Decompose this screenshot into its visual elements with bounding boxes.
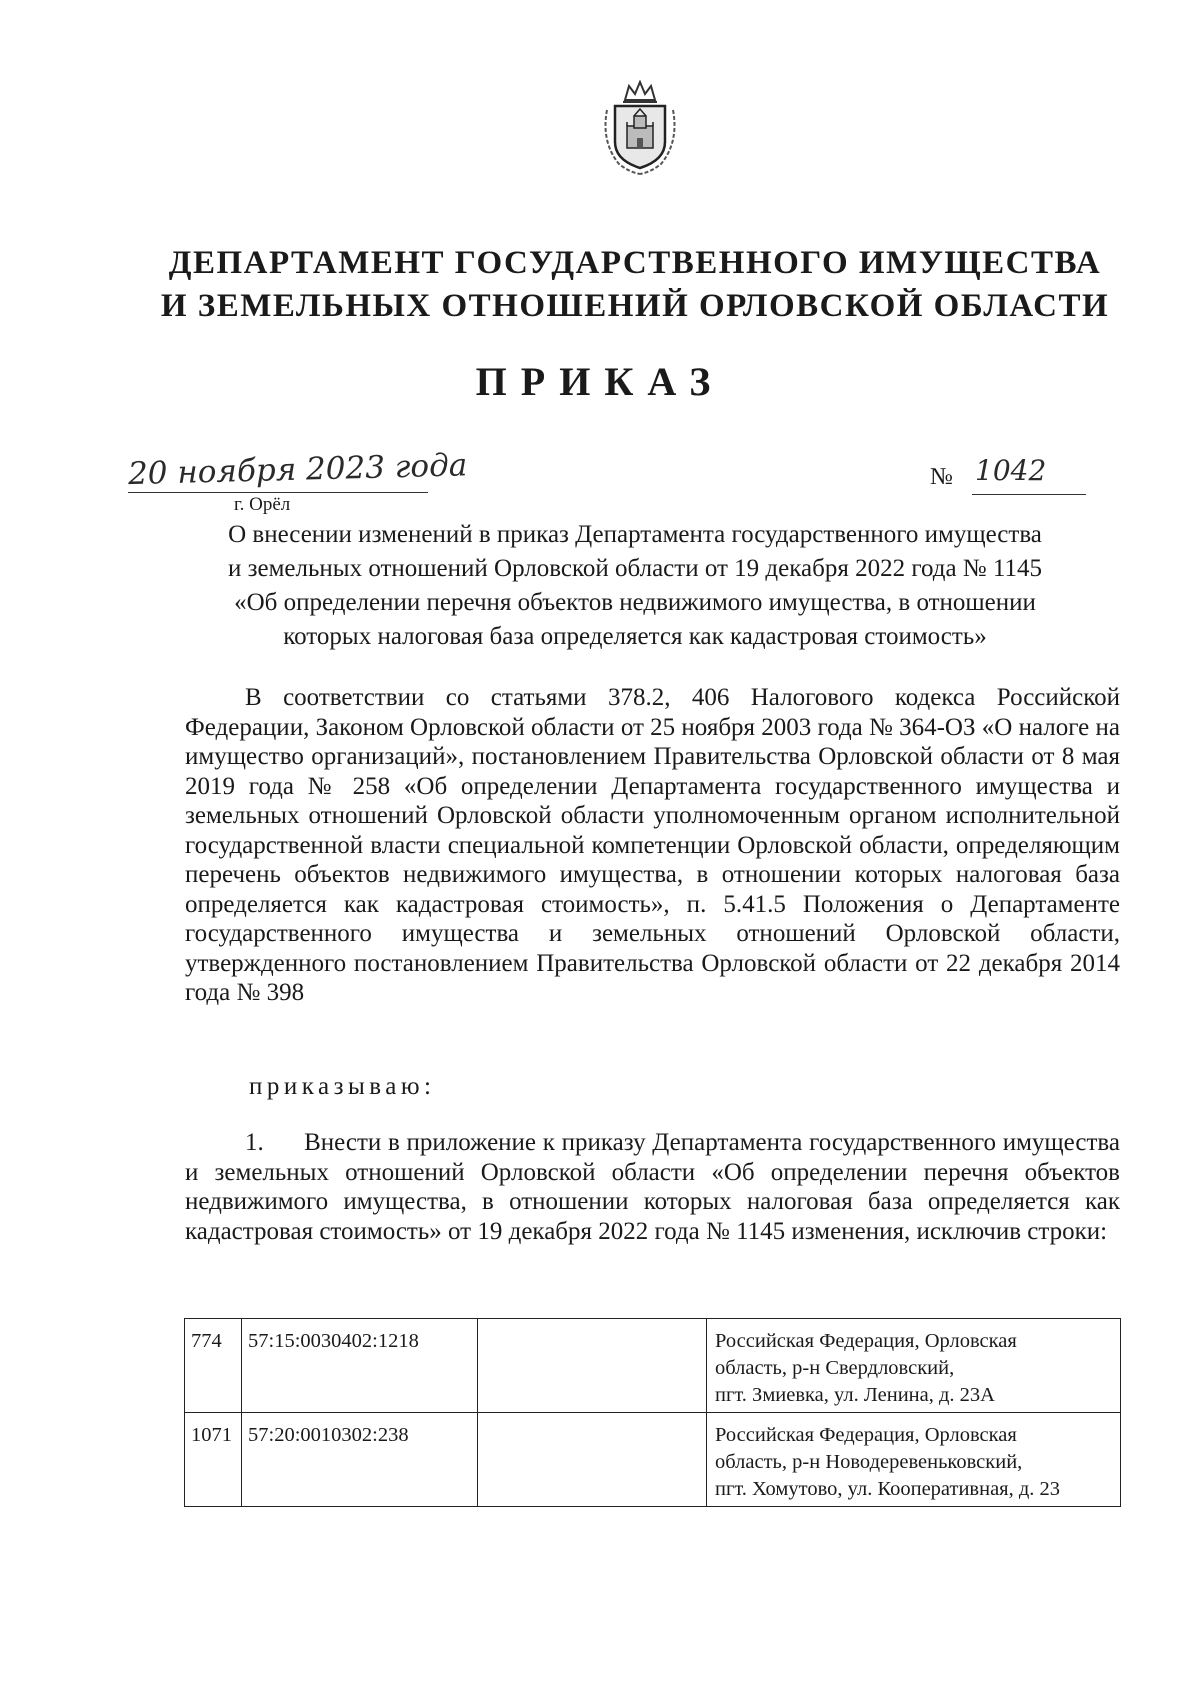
item-1-paragraph: 1. Внести в приложение к приказу Департамента государственного имущества и земельных отношений Орловской области «Об определении перечня объектов недвижимого имущества, в отношении которых налоговая база определяется как кадастровая стоимость» от 19 декабря 2022 года № 1145 изменения, исключив строки: <box>185 1129 1127 1245</box>
document-type-heading: ПРИКАЗ <box>475 359 725 404</box>
department-title-line-2: И ЗЕМЕЛЬНЫХ ОТНОШЕНИЙ ОРЛОВСКОЙ ОБЛАСТИ <box>160 288 1110 324</box>
orel-oblast-coat-of-arms-icon <box>599 80 681 176</box>
subject-line-3: «Об определении перечня объектов недвижимого имущества, в отношении <box>234 589 1036 616</box>
order-number-label: № <box>930 464 953 490</box>
table-row <box>185 1413 1121 1507</box>
address-line: область, р-н Свердловский, <box>715 1357 955 1379</box>
address-cell <box>707 1413 1121 1507</box>
subject-line-1: О внесении изменений в приказ Департамента государственного имущества <box>228 521 1042 548</box>
address-line: пгт. Хомутово, ул. Кооперативная, д. 23 <box>715 1478 1061 1500</box>
handwritten-order-number: 1042 <box>975 454 1047 487</box>
row-number-cell: 1071 <box>185 1413 242 1507</box>
cadastral-number-cell: 57:20:0010302:238 <box>242 1413 478 1507</box>
cadastral-number-cell: 57:15:0030402:1218 <box>242 1319 478 1413</box>
row-number-cell: 774 <box>185 1319 242 1413</box>
department-title <box>150 242 1120 328</box>
address-line: область, р-н Новодеревеньковский, <box>715 1451 1023 1473</box>
table-row <box>185 1319 1121 1413</box>
city-label: г. Орёл <box>234 494 291 515</box>
empty-cell <box>478 1319 707 1413</box>
order-number-underline <box>972 494 1086 495</box>
address-line: Российская Федерация, Орловская <box>715 1330 1017 1352</box>
excluded-rows-table <box>184 1318 1121 1507</box>
preamble-paragraph: В соответствии со статьями 378.2, 406 Налогового кодекса Российской Федерации, Законом Орловской области от 25 ноября 2003 года № 364-ОЗ «О налоге на имущество организаций», постановлением Правительства Орловской области от 8 мая 2019 года № 258 «Об определении Департамента государственного имущества и земельных отношений Орловской области уполномоченным органом исполнительной государственной власти специальной компетенции Орловской области, определяющим перечень объектов недвижимого имущества, в отношении которых налоговая база определяется как кадастровая стоимость», п. 5.41.5 Положения о Департаменте государственного имущества и земельных отношений Орловской области, утвержденного постановлением Правительства Орловской области от 22 декабря 2014 года № 398 <box>185 684 1120 1006</box>
date-underline <box>128 492 428 493</box>
subject-line-2: и земельных отношений Орловской области от 19 декабря 2022 года № 1145 <box>228 555 1042 582</box>
handwritten-date: 20 ноября 2023 года <box>127 447 468 493</box>
department-title-line-1: ДЕПАРТАМЕНТ ГОСУДАРСТВЕННОГО ИМУЩЕСТВА <box>168 245 1102 281</box>
address-line: пгт. Змиевка, ул. Ленина, д. 23А <box>715 1384 995 1406</box>
order-subject <box>150 518 1120 654</box>
address-line: Российская Федерация, Орловская <box>715 1424 1017 1446</box>
order-directive-word: приказываю: <box>249 1073 436 1100</box>
subject-line-4: которых налоговая база определяется как кадастровая стоимость» <box>283 623 987 650</box>
address-cell <box>707 1319 1121 1413</box>
empty-cell <box>478 1413 707 1507</box>
